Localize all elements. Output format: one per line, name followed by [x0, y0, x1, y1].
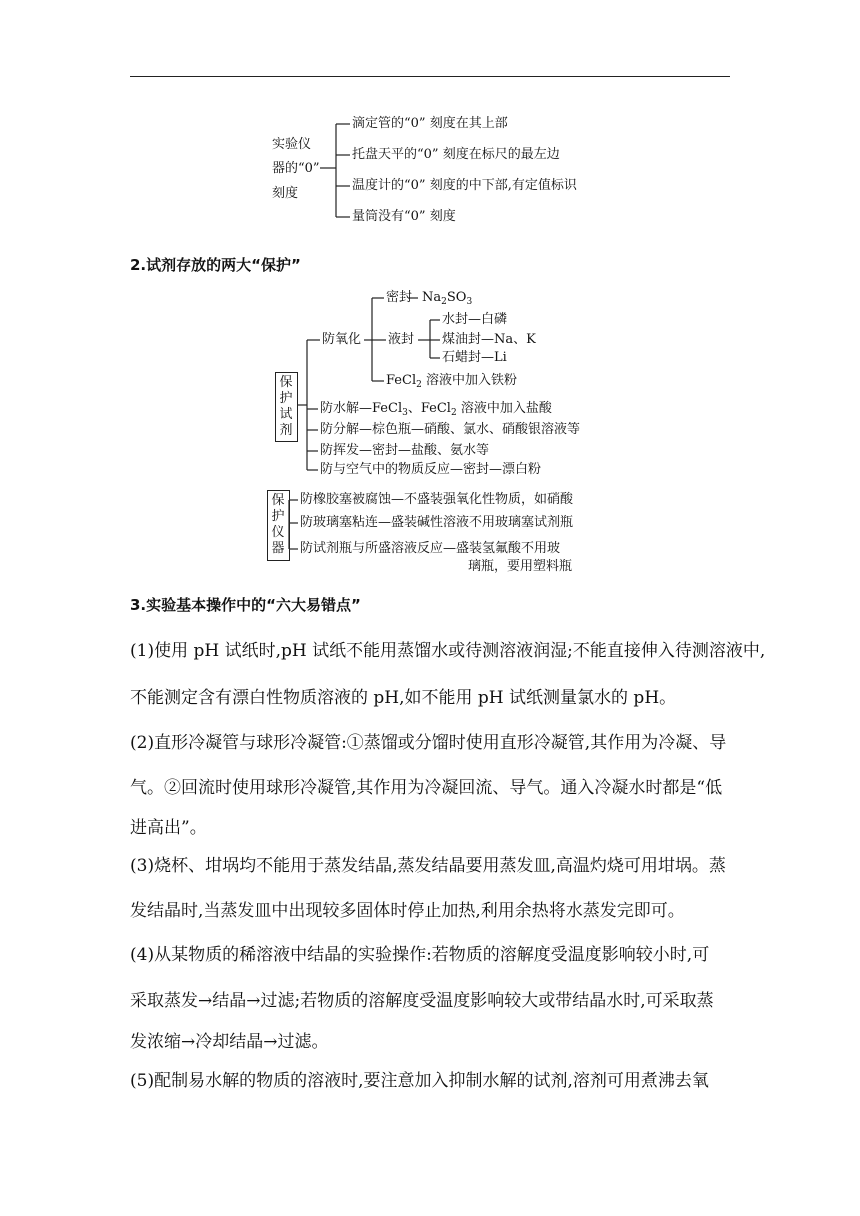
reagent-root-char3: 试	[279, 407, 293, 422]
liquid-seal-item-paraffin: 石蜡封—Li	[442, 350, 507, 365]
anti-oxidation-label: 防氧化	[322, 332, 362, 347]
paragraph-line: (3)烧杯、坩埚均不能用于蒸发结晶,蒸发结晶要用蒸发皿,高温灼烧可用坩埚。蒸	[130, 856, 726, 876]
seal-label: 密封	[386, 290, 413, 305]
reagent-root-char4: 剂	[279, 423, 293, 438]
instrument-item-glass-stopper: 防玻璃塞粘连—盛装碱性溶液不用玻璃塞试剂瓶	[300, 515, 574, 530]
diagram1-item-burette: 滴定管的“0” 刻度在其上部	[352, 116, 508, 131]
paragraph-line: 发结晶时,当蒸发皿中出现较多固体时停止加热,利用余热将水蒸发完即可。	[130, 901, 685, 921]
paragraph-line: (1)使用 pH 试纸时,pH 试纸不能用蒸馏水或待测溶液润湿;不能直接伸入待测溶液中,	[130, 641, 766, 661]
instrument-root-char4: 器	[271, 541, 285, 556]
instrument-root-char1: 保	[271, 493, 285, 508]
diagram1-item-thermometer: 温度计的“0” 刻度的中下部,有定值标识	[352, 178, 577, 193]
diagram1-item-balance: 托盘天平的“0” 刻度在标尺的最左边	[352, 147, 560, 162]
liquid-seal-item-kerosene: 煤油封—Na、K	[442, 332, 536, 347]
instrument-item-reagent-bottle: 防试剂瓶与所盛溶液反应—盛装氢氟酸不用玻	[300, 541, 561, 556]
paragraph-line: 发浓缩→冷却结晶→过滤。	[130, 1032, 329, 1052]
seal-item-na2so3: $Na_2SO_3$	[422, 290, 473, 307]
instrument-item-rubber-stopper: 防橡胶塞被腐蚀—不盛装强氧化性物质，如硝酸	[300, 492, 574, 507]
anti-decomposition-item: 防分解—棕色瓶—硝酸、氯水、硝酸银溶液等	[320, 422, 581, 437]
paragraph-line: (2)直形冷凝管与球形冷凝管:①蒸馏或分馏时使用直形冷凝管,其作用为冷凝、导	[130, 733, 727, 753]
paragraph-line: 不能测定含有漂白性物质溶液的 pH,如不能用 pH 试纸测量氯水的 pH。	[130, 688, 677, 708]
liquid-seal-label: 液封	[388, 332, 415, 347]
diagram1-item-cylinder: 量筒没有“0” 刻度	[352, 209, 456, 224]
reagent-root-char1: 保	[279, 375, 293, 390]
reagent-root-char2: 护	[279, 391, 293, 406]
paragraph-line: 进高出”。	[130, 818, 207, 838]
paragraph-line: (4)从某物质的稀溶液中结晶的实验操作:若物质的溶解度受温度影响较小时,可	[130, 945, 710, 965]
paragraph-line: (5)配制易水解的物质的溶液时,要注意加入抑制水解的试剂,溶剂可用煮沸去氧	[130, 1071, 709, 1091]
paragraph-line: 采取蒸发→结晶→过滤;若物质的溶解度受温度影响较大或带结晶水时,可采取蒸	[130, 991, 714, 1011]
liquid-seal-item-water: 水封—白磷	[442, 312, 508, 327]
anti-volatilization-item: 防挥发—密封—盐酸、氨水等	[320, 443, 490, 458]
paragraph-line: 气。②回流时使用球形冷凝管,其作用为冷凝回流、导气。通入冷凝水时都是“低	[130, 778, 723, 798]
diagram1-root-line2: 器的“0”	[272, 161, 320, 176]
instrument-item-reagent-bottle-cont: 璃瓶，要用塑料瓶	[468, 559, 573, 574]
instrument-root-char2: 护	[271, 509, 285, 524]
fecl2-item: FeCl$_2$ 溶液中加入铁粉	[386, 373, 517, 390]
instrument-root-char3: 仪	[271, 525, 285, 540]
anti-air-reaction-item: 防与空气中的物质反应—密封—漂白粉	[320, 462, 542, 477]
anti-hydrolysis-item: 防水解—FeCl$_3$、FeCl$_2$ 溶液中加入盐酸	[320, 401, 552, 418]
diagram1-root-line3: 刻度	[272, 186, 299, 201]
section2-heading: 2.试剂存放的两大“保护”	[130, 256, 301, 274]
section3-heading: 3.实验基本操作中的“六大易错点”	[130, 596, 361, 614]
diagram1-root-line1: 实验仪	[272, 137, 312, 152]
